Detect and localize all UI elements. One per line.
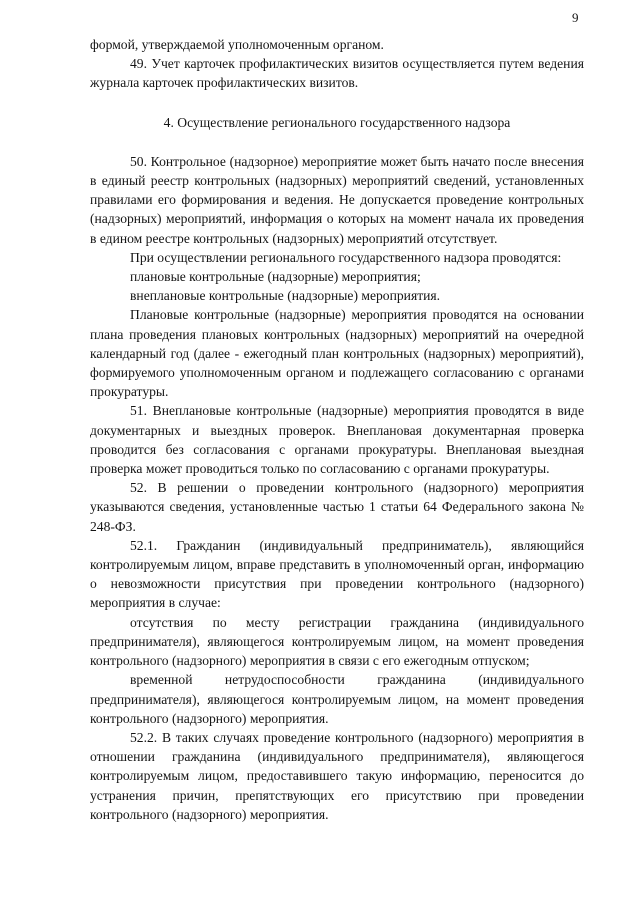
list-item-disability: временной нетрудоспособности гражданина (индивидуального предпринимателя), являющегося контролируемым лицом, на момент проведения контрольного (надзорного) мероприятия. [90,672,584,726]
paragraph-49: 49. Учет карточек профилактических визитов осуществляется путем ведения журнала карточек профилактических визитов. [90,56,584,91]
paragraph-52-2: 52.2. В таких случаях проведение контрольного (надзорного) мероприятия в отношении гражданина (индивидуального предпринимателя), являющегося контролируемым лицом, предоставившего такую информацию, переносится до устранения причин, препятствующих его присутствию при проведении контрольного (надзорного) мероприятия. [90,729,584,822]
list-item-unplanned: внеплановые контрольные (надзорные) мероприятия. [130,288,441,304]
paragraph-planned-events: Плановые контрольные (надзорные) мероприятия проводятся на основании плана проведения плановых контрольных (надзорных) мероприятий на очередной календарный год (далее - ежегодный план контрольных (надзорных) мероприятий), формируемого уполномоченным органом и подлежащего согласованию с органами прокуратуры. [90,307,584,400]
paragraph-continuation: формой, утверждаемой уполномоченным органом. [90,37,384,52]
paragraph-supervision-types-intro: При осуществлении регионального государственного надзора проводятся: [130,249,562,265]
list-item-planned: плановые контрольные (надзорные) мероприятия; [130,269,421,285]
paragraph-52: 52. В решении о проведении контрольного (надзорного) мероприятия указываются сведения, установленные частью 1 статьи 64 Федерального закона № 248-ФЗ. [90,480,584,534]
document-body [90,35,584,824]
paragraph-51: 51. Внеплановые контрольные (надзорные) мероприятия проводятся в виде документарных и выездных проверок. Внеплановая документарная проверка проводится без согласования с органами прокуратуры. Внеплановая выездная проверка может проводиться только по согласованию с органами прокуратуры. [90,403,584,477]
paragraph-52-1: 52.1. Гражданин (индивидуальный предприниматель), являющийся контролируемым лицом, вправе представить в уполномоченный орган, информацию о невозможности присутствия при проведении контрольного (надзорного) мероприятия в случае: [90,537,584,611]
list-item-absence: отсутствия по месту регистрации гражданина (индивидуального предпринимателя), являющегося контролируемым лицом, на момент проведения контрольного (надзорного) мероприятия в связи с его ежегодным отпуском; [90,614,584,669]
paragraph-50: 50. Контрольное (надзорное) мероприятие может быть начато после внесения в единый реестр контрольных (надзорных) мероприятий сведений, установленных правилами его формирования и ведения. Не допускается проведение контрольных (надзорных) мероприятий, информация о которых на момент начала их проведения в едином реестре контрольных (надзорных) мероприятий отсутствует. [90,153,584,246]
page-number: 9 [572,10,579,25]
section-heading: 4. Осуществление регионального государственного надзора [163,114,511,130]
